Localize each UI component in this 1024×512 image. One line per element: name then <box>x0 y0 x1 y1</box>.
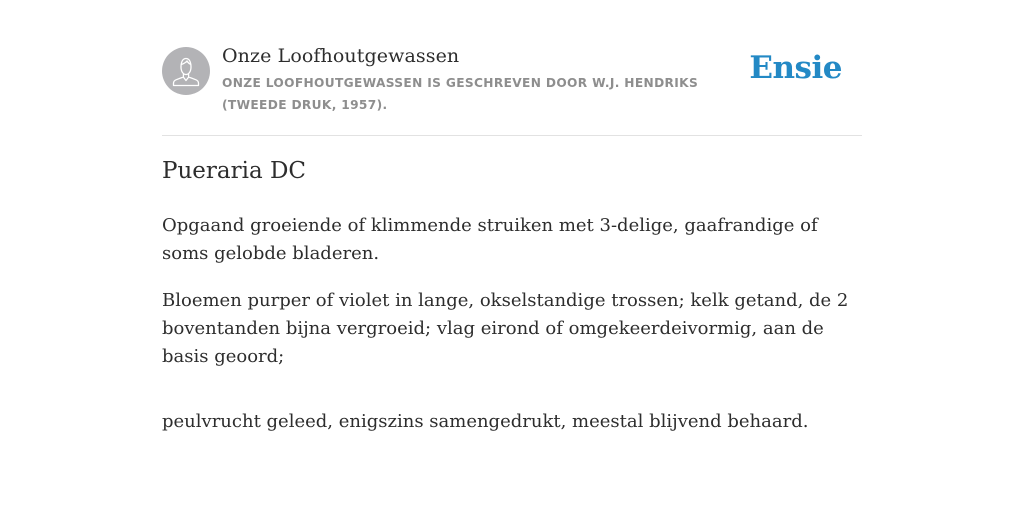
ensie-logo-link[interactable]: Ensie <box>749 50 842 86</box>
entry-paragraph: Bloemen purper of violet in lange, okselstandige trossen; kelk getand, de 2 boventanden bijna vergroeid; vlag eirond of omgekeerdeivormig, aan de basis geoord; <box>162 290 849 367</box>
source-title[interactable]: Onze Loofhoutgewassen <box>222 45 460 67</box>
entry-body <box>162 212 862 455</box>
entry-title: Pueraria DC <box>162 158 307 184</box>
avatar <box>162 47 210 95</box>
entry-paragraph: Opgaand groeiende of klimmende struiken met 3-delige, gaafrandige of soms gelobde bladeren. <box>162 215 818 264</box>
entry-paragraph: peulvrucht geleed, enigszins samengedrukt, meestal blijvend behaard. <box>162 411 809 432</box>
source-header <box>162 44 862 136</box>
source-subtitle: ONZE LOOFHOUTGEWASSEN IS GESCHREVEN DOOR W.J. HENDRIKS (TWEEDE DRUK, 1957). <box>222 76 699 112</box>
user-silhouette-icon <box>162 47 210 95</box>
